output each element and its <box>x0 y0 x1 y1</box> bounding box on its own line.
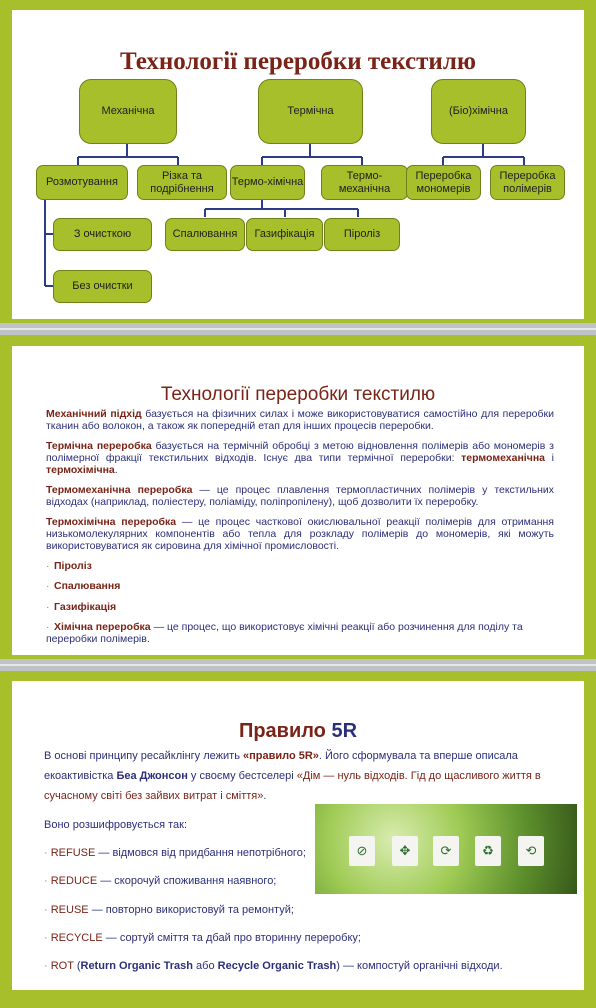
paragraph-thermomechanical: Термомеханічна переробка — це процес плавлення термопластичних полімерів у текстильних відходах (наприклад, поліестеру, поліаміду, поліпропілену), щоб дозволити їх переробку. <box>46 484 554 508</box>
node-polymers: Переробка полімерів <box>490 165 565 200</box>
paragraph-thermochemical: Термохімічна переробка — це процес часткової окислювальної реакції полімерів для отримання низькомолекулярних компонентів або тепла для розкладу полімерів до мономерів, які можуть використовуватися як сировина для хімічної промисловості. <box>46 516 554 552</box>
bullet-item-chemical: · Хімічна переробка — це процес, що використовує хімічні реакції або розчинення для поділу та переробки полімерів. <box>46 621 523 645</box>
r-item-reduce: · REDUCE — скорочуй споживання наявного; <box>44 875 277 887</box>
node-with-cleaning: З очисткою <box>53 218 152 251</box>
r-item-rot: · ROT (Return Organic Trash або Recycle Organic Trash) — компостуй органічні відходи. <box>44 960 503 972</box>
slide2-title: Технології переробки текстилю <box>160 384 436 405</box>
decode-label: Воно розшифровується так: <box>44 819 188 831</box>
bullet-item: · Піроліз <box>46 560 92 572</box>
node-monomers: Переробка мономерів <box>406 165 481 200</box>
5r-hands-photo <box>315 804 577 894</box>
bullet-item: · Газифікація <box>46 601 117 613</box>
slide-separator <box>0 659 596 671</box>
node-unwinding: Розмотування <box>36 165 128 200</box>
node-thermomechanical: Термо-механічна <box>321 165 408 200</box>
reuse-icon: ⟳ <box>433 836 459 866</box>
rot-icon: ⟲ <box>518 836 544 866</box>
diagram-title: Технології переробки текстилю <box>120 48 476 75</box>
r-item-reuse: · REUSE — повторно використовуй та ремонтуй; <box>44 904 294 916</box>
recycle-icon: ♻ <box>475 836 501 866</box>
bullet-item: · Спалювання <box>46 580 121 592</box>
r-item-recycle: · RECYCLE — сортуй сміття та дбай про вторинну переробку; <box>44 932 361 944</box>
node-biochemical: (Біо)хімічна <box>431 79 526 144</box>
reduce-icon: ✥ <box>392 836 418 866</box>
node-without-cleaning: Без очистки <box>53 270 152 303</box>
paragraph-mechanical: Механічний підхід базується на фізичних силах і може використовуватися самостійно для переробки тканин або волокон, а також як попередній етап для інших процесів переробки. <box>46 408 554 432</box>
node-thermochemical: Термо-хімічна <box>230 165 305 200</box>
slide3-title: Правило 5R <box>238 720 358 742</box>
node-incineration: Спалювання <box>165 218 245 251</box>
intro-paragraph: В основі принципу ресайклінгу лежить «правило 5R». Його сформувала та вперше описала екоактивістка Беа Джонсон у своєму бестселері «Дім — нуль відходів. Гід до щасливого життя в сучасному світі без зайвих витрат і сміття». <box>44 750 541 802</box>
paragraph-thermal: Термічна переробка базується на термічній обробці з метою відновлення полімерів або мономерів з полімерної фракції текстильних відходів. Існує два типи термічної переробки: термомеханічна і термохімічна. <box>46 440 555 476</box>
node-pyrolysis: Піроліз <box>324 218 400 251</box>
node-gasification: Газифікація <box>246 218 323 251</box>
node-thermal: Термічна <box>258 79 363 144</box>
node-mechanical: Механічна <box>79 79 177 144</box>
refuse-icon: ⊘ <box>349 836 375 866</box>
r-item-refuse: · REFUSE — відмовся від придбання непотрібного; <box>44 847 306 859</box>
node-cutting: Різка та подрібнення <box>137 165 227 200</box>
